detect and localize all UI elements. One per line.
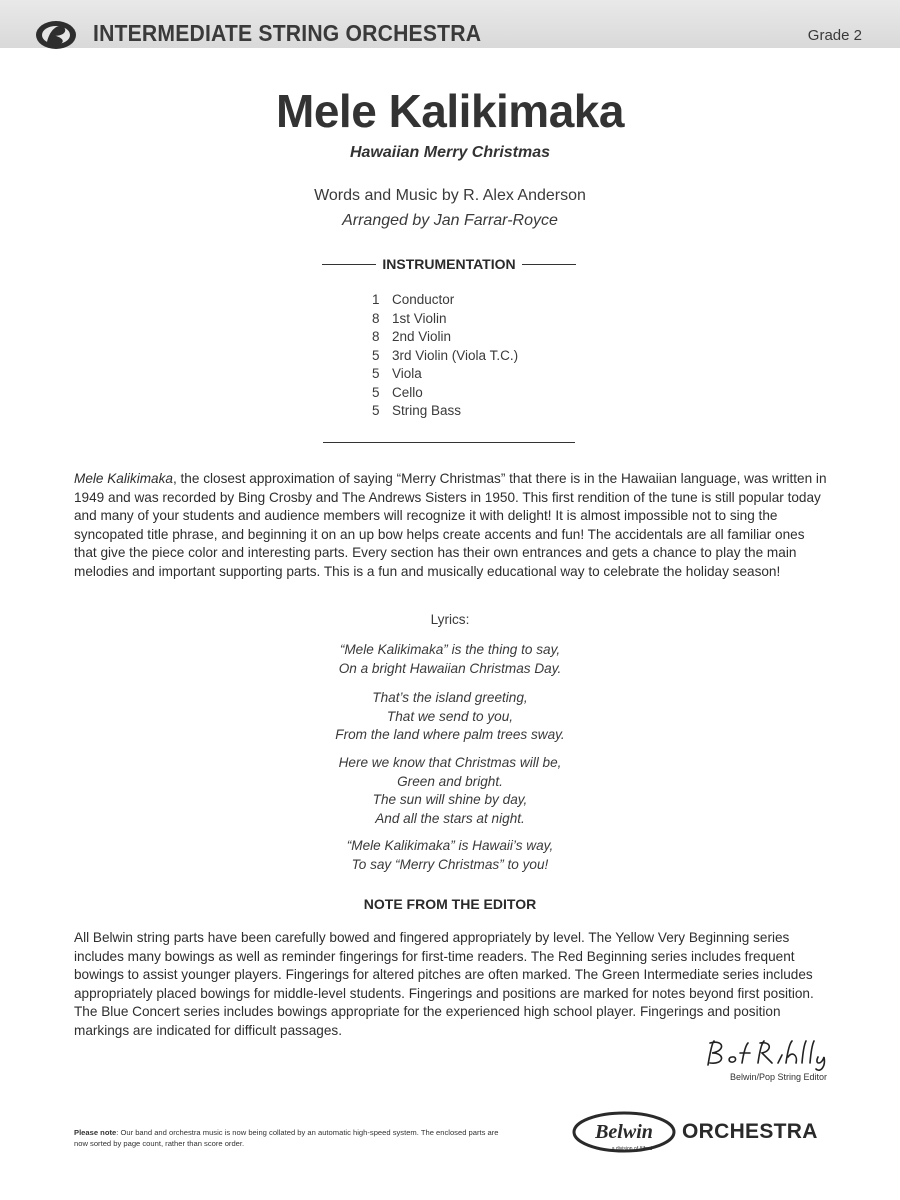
- belwin-logo-text: Belwin: [595, 1121, 653, 1143]
- signature-caption: Belwin/Pop String Editor: [729, 1072, 827, 1082]
- editor-note-heading: NOTE FROM THE EDITOR: [363, 896, 537, 912]
- collation-note: [74, 1127, 514, 1149]
- editor-signature: [702, 1035, 832, 1073]
- description-text: , the closest approximation of saying “Merry Christmas” that there is in the Hawaiian language, was written in 1949 and was recorded by Bing Crosby and The Andrews Sisters in 1950. This first rendition of the tune is still popular today and many of your students and audience members will recognize it with delight! It is almost impossible not to sing the syncopated title phrase, and beginning it on an up bow helps create accents and fun! The accidentals are all familiar ones that give the piece color and interesting parts. Every section has their own entrances and gets a chance to play the main melodies and important supporting parts. This is a fun and musically educational way to celebrate the holiday season!: [74, 471, 827, 579]
- belwin-series-logo: [33, 15, 83, 55]
- instrumentation-heading-text: INSTRUMENTATION: [382, 256, 516, 272]
- heading-rule-right: [522, 264, 576, 265]
- list-item: 8 2nd Violin: [372, 329, 452, 344]
- instrumentation-list: [372, 291, 518, 421]
- list-item: 5 Viola: [372, 366, 422, 381]
- arranger-credit: Arranged by Jan Farrar-Royce: [342, 212, 558, 229]
- publisher-tagline: a division of Alfred: [611, 1146, 653, 1152]
- piece-subtitle: Hawaiian Merry Christmas: [349, 144, 551, 161]
- collation-note-text: : Our band and orchestra music is now being collated by an automatic high-speed system. The enclosed parts are now sorted by page count, rather than score order.: [74, 1128, 499, 1148]
- editor-note-paragraph: All Belwin string parts have been carefully bowed and fingered appropriately by level. The Yellow Very Beginning series includes many bowings as well as reminder fingerings for first-time readers. The Red Beginning series includes frequent bowings to assist younger players. Fingerings for altered pitches are often marked. The Green Intermediate series includes appropriately placed bowings for middle-level students. Fingerings and positions are marked for notes beyond first position. The Blue Concert series includes bowings appropriate for the experienced high school player. Fingerings and position markings are indicated for difficult passages.: [74, 930, 814, 1038]
- instrumentation-heading: [322, 256, 576, 272]
- list-item: 8 1st Violin: [372, 310, 447, 326]
- composer-credit: Words and Music by R. Alex Anderson: [314, 187, 586, 204]
- series-header: [0, 0, 900, 48]
- heading-rule-left: [322, 264, 376, 265]
- lyrics-stanza-3: Here we know that Christmas will be, Green and bright. The sun will shine by day, And all the stars at night.: [338, 755, 562, 826]
- belwin-logo: [572, 1110, 682, 1154]
- lyrics-stanza-4: “Mele Kalikimaka” is Hawaii’s way, To say “Merry Christmas” to you!: [346, 838, 554, 872]
- description-paragraph: [74, 470, 828, 582]
- list-item: 1 Conductor: [372, 292, 455, 307]
- publisher-orchestra-word: ORCHESTRA: [682, 1120, 818, 1143]
- series-title: INTERMEDIATE STRING ORCHESTRA: [93, 20, 482, 46]
- grade-label: Grade 2: [807, 27, 862, 44]
- list-item: 5 String Bass: [372, 403, 462, 418]
- piece-title: Mele Kalikimaka: [276, 85, 624, 137]
- lyrics-stanza-1: “Mele Kalikimaka” is the thing to say, On a bright Hawaiian Christmas Day.: [338, 642, 562, 676]
- lyrics-stanza-2: That’s the island greeting, That we send to you, From the land where palm trees sway.: [335, 690, 565, 743]
- description-title-italic: Mele Kalikimaka: [74, 471, 173, 486]
- instrumentation-bottom-rule: [323, 442, 575, 443]
- publisher-logo: [572, 1110, 832, 1158]
- lyrics-label: Lyrics:: [430, 612, 470, 627]
- list-item: 5 3rd Violin (Viola T.C.): [372, 347, 519, 363]
- list-item: 5 Cello: [372, 384, 423, 400]
- collation-note-label: Please note: [74, 1128, 117, 1137]
